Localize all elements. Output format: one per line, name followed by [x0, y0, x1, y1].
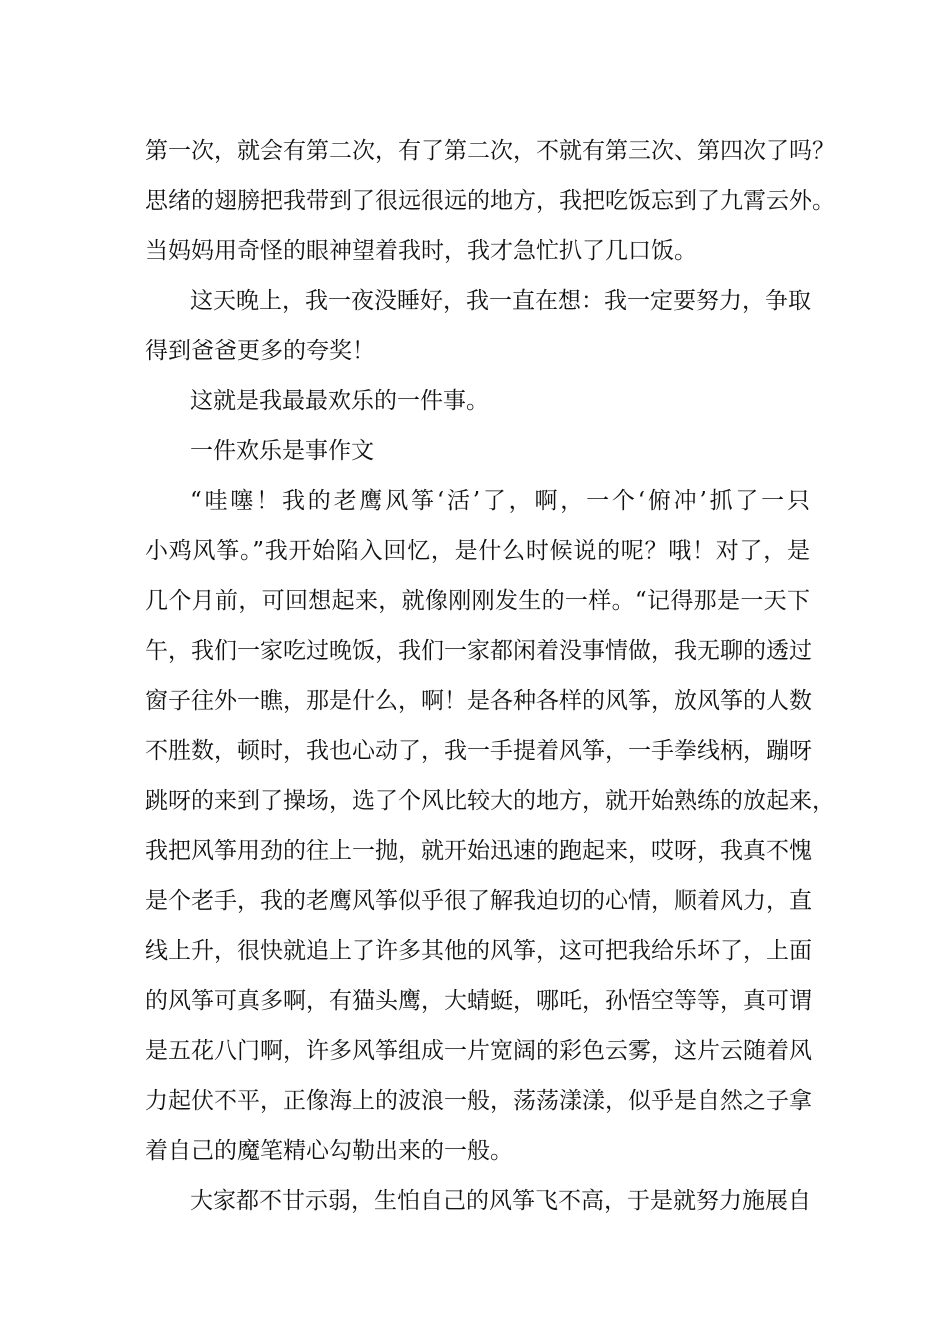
- text-line-21: 着自己的魔笔精心勾勒出来的一般。: [145, 1138, 513, 1164]
- text-line-22: 大家都不甘示弱，生怕自己的风筝飞不高，于是就努力施展自: [190, 1188, 811, 1214]
- text-line-1: 第一次，就会有第二次，有了第二次，不就有第三次、第四次了吗？: [145, 138, 835, 164]
- text-line-8: “哇噻！我的老鹰风筝‘活’了，啊，一个‘俯冲’抓了一只: [190, 488, 810, 514]
- text-line-11: 午，我们一家吃过晚饭，我们一家都闲着没事情做，我无聊的透过: [145, 638, 812, 664]
- text-line-13: 不胜数，顿时，我也心动了，我一手提着风筝，一手拳线柄，蹦呀: [145, 738, 812, 764]
- text-line-19: 是五花八门啊，许多风筝组成一片宽阔的彩色云雾，这片云随着风: [145, 1038, 812, 1064]
- text-line-12: 窗子往外一瞧，那是什么，啊！是各种各样的风筝，放风筝的人数: [145, 688, 812, 714]
- text-line-6: 这就是我最最欢乐的一件事。: [190, 388, 489, 414]
- text-line-10: 几个月前，可回想起来，就像刚刚发生的一样。“记得那是一天下: [145, 588, 810, 614]
- text-line-2: 思绪的翅膀把我带到了很远很远的地方，我把吃饭忘到了九霄云外。: [145, 188, 835, 214]
- text-line-4: 这天晚上，我一夜没睡好，我一直在想：我一定要努力，争取: [190, 288, 811, 314]
- text-line-5: 得到爸爸更多的夸奖！: [145, 338, 375, 364]
- text-line-17: 线上升，很快就追上了许多其他的风筝，这可把我给乐坏了，上面: [145, 938, 812, 964]
- text-line-15: 我把风筝用劲的往上一抛，就开始迅速的跑起来，哎呀，我真不愧: [145, 838, 812, 864]
- section-title: 一件欢乐是事作文: [190, 438, 374, 464]
- text-line-20: 力起伏不平，正像海上的波浪一般，荡荡漾漾，似乎是自然之子拿: [145, 1088, 812, 1114]
- text-line-3: 当妈妈用奇怪的眼神望着我时，我才急忙扒了几口饭。: [145, 238, 697, 264]
- text-line-16: 是个老手，我的老鹰风筝似乎很了解我迫切的心情，顺着风力，直: [145, 888, 812, 914]
- text-line-18: 的风筝可真多啊，有猫头鹰，大蜻蜓，哪吒，孙悟空等等，真可谓: [145, 988, 812, 1014]
- text-line-9: 小鸡风筝。”我开始陷入回忆，是什么时候说的呢？哦！对了，是: [145, 538, 810, 564]
- text-line-14: 跳呀的来到了操场，选了个风比较大的地方，就开始熟练的放起来，: [145, 788, 835, 814]
